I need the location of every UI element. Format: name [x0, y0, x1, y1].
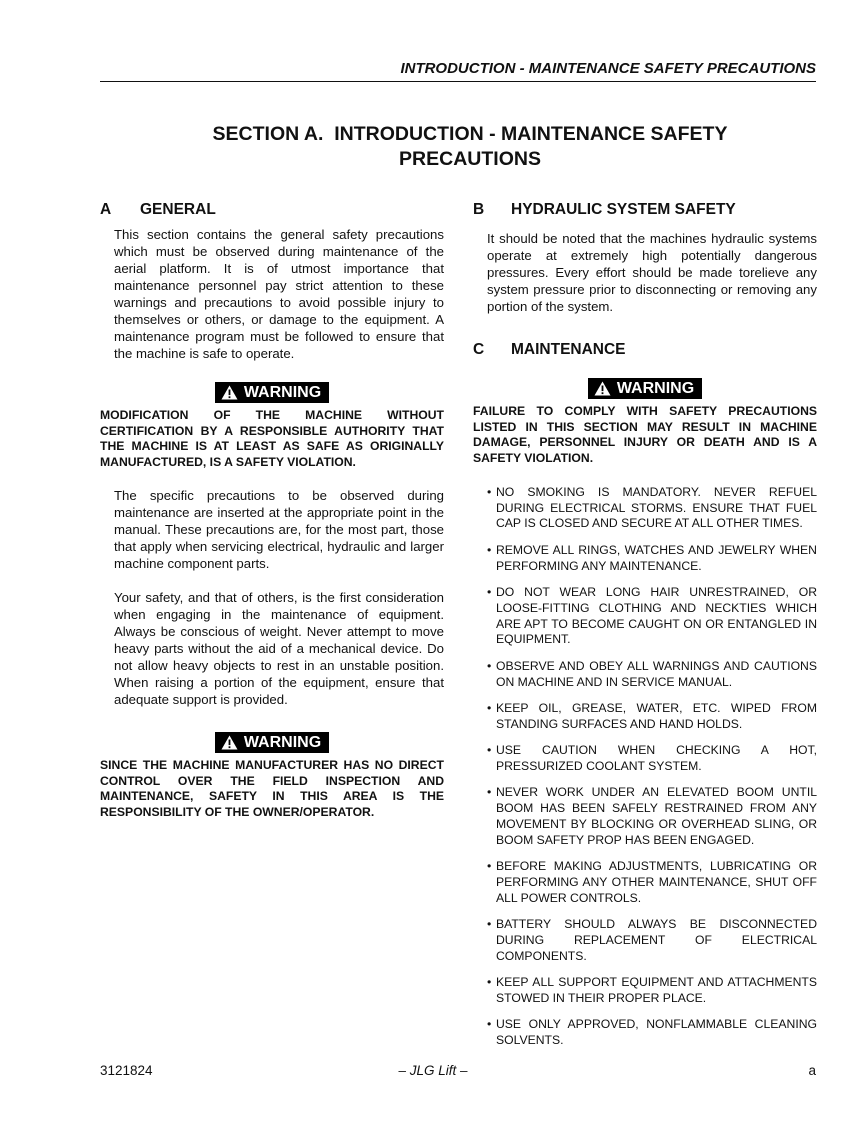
footer-doc-number: 3121824: [100, 1063, 153, 1078]
list-item: [487, 585, 817, 648]
list-item: [487, 743, 817, 775]
warning-banner-2: [100, 732, 444, 755]
bullet-dot: •: [487, 542, 492, 557]
list-item-text: NO SMOKING IS MANDATORY. NEVER REFUEL DURING ELECTRICAL STORMS. ENSURE THAT FUEL CAP IS CLOSED AND SECURE AT ALL OTHER TIMES.: [496, 484, 817, 531]
warning-label-1: [215, 382, 329, 403]
list-item: [487, 659, 817, 691]
bullet-dot: •: [487, 584, 492, 599]
list-item: [487, 917, 817, 964]
warning-text-2: SINCE THE MACHINE MANUFACTURER HAS NO DIRECT CONTROL OVER THE FIELD INSPECTION AND MAINTENANCE, SAFETY IN THIS AREA IS THE RESPONSIBILITY OF THE OWNER/OPERATOR.: [100, 757, 444, 819]
warning-triangle-icon: [221, 735, 238, 750]
right-column: [473, 200, 817, 1059]
warning-label-3: [588, 378, 702, 399]
bullet-dot: •: [487, 484, 492, 499]
hydraulic-heading: [473, 200, 817, 220]
general-paragraph: This section contains the general safety precautions which must be observed during maintenance of the aerial platform. It is of utmost importance that maintenance personnel pay strict attention to these warnings and precautions to avoid possible injury to themselves or others, or damage to the equipment. A maintenance program must be followed to ensure that the machine is safe to operate.: [114, 227, 444, 361]
list-item-text: REMOVE ALL RINGS, WATCHES AND JEWELRY WHEN PERFORMING ANY MAINTENANCE.: [496, 542, 817, 573]
bullet-dot: •: [487, 658, 492, 673]
general-paragraph-2: The specific precautions to be observed during maintenance are inserted at the appropriate point in the manual. These precautions are, for the most part, those that apply when servicing electrical, hydraulic and larger machine component parts.: [114, 487, 444, 571]
warning-banner-1: [100, 382, 444, 405]
bullet-dot: •: [487, 785, 492, 800]
warning-label-text-3: WARNING: [616, 380, 695, 397]
list-item-text: USE CAUTION WHEN CHECKING A HOT, PRESSURIZED COOLANT SYSTEM.: [496, 743, 817, 773]
hydraulic-paragraph: It should be noted that the machines hydraulic systems operate at extremely high potentially dangerous pressures. Every effort should be made torelieve any system pressure prior to disconnecting or removing any portion of the system.: [487, 231, 817, 314]
general-heading-letter: A: [100, 201, 112, 218]
section-title-line2: PRECAUTIONS: [399, 148, 541, 170]
section-title: [100, 122, 840, 172]
bullet-dot: •: [487, 975, 492, 990]
list-item-text: OBSERVE AND OBEY ALL WARNINGS AND CAUTIONS ON MACHINE AND IN SERVICE MANUAL.: [496, 658, 817, 689]
list-item-text: NEVER WORK UNDER AN ELEVATED BOOM UNTIL BOOM HAS BEEN SAFELY RESTRAINED FROM ANY MOVEMENT BY BLOCKING OR OVERHEAD SLING, OR BOOM SAFETY PROP HAS BEEN ENGAGED.: [496, 785, 817, 847]
list-item: [487, 543, 817, 575]
hydraulic-heading-text: HYDRAULIC SYSTEM SAFETY: [511, 201, 736, 218]
warning-banner-3: [473, 378, 817, 401]
list-item-text: KEEP ALL SUPPORT EQUIPMENT AND ATTACHMENTS STOWED IN THEIR PROPER PLACE.: [496, 975, 817, 1005]
list-item: [487, 975, 817, 1007]
general-heading: [100, 200, 444, 220]
bullet-dot: •: [487, 743, 492, 758]
footer-page-number: a: [808, 1063, 816, 1078]
warning-triangle-icon: [594, 381, 611, 396]
list-item: [487, 701, 817, 733]
bullet-dot: •: [487, 1017, 492, 1032]
footer-brand: – JLG Lift –: [398, 1063, 468, 1078]
running-header: INTRODUCTION - MAINTENANCE SAFETY PRECAUTIONS: [400, 60, 816, 77]
list-item-text: BEFORE MAKING ADJUSTMENTS, LUBRICATING OR PERFORMING ANY OTHER MAINTENANCE, SHUT OFF ALL POWER CONTROLS.: [496, 859, 817, 905]
general-heading-text: GENERAL: [140, 201, 216, 218]
list-item-text: KEEP OIL, GREASE, WATER, ETC. WIPED FROM STANDING SURFACES AND HAND HOLDS.: [496, 700, 817, 731]
warning-text-1: MODIFICATION OF THE MACHINE WITHOUT CERTIFICATION BY A RESPONSIBLE AUTHORITY THAT THE MACHINE IS AT LEAST AS SAFE AS ORIGINALLY MANUFACTURED, IS A SAFETY VIOLATION.: [100, 408, 444, 470]
section-title-line1: SECTION A. INTRODUCTION - MAINTENANCE SAFETY: [212, 123, 728, 145]
hydraulic-heading-letter: B: [473, 201, 485, 218]
left-column: [100, 200, 444, 821]
bullet-dot: •: [487, 917, 492, 932]
warning-text-3: FAILURE TO COMPLY WITH SAFETY PRECAUTIONS LISTED IN THIS SECTION MAY RESULT IN MACHINE DAMAGE, PERSONNEL INJURY OR DEATH AND IS A SAFETY VIOLATION.: [473, 404, 817, 466]
warning-label-text-2: WARNING: [243, 733, 322, 751]
bullet-dot: •: [487, 700, 492, 715]
header-rule: [100, 81, 816, 82]
maintenance-heading: [473, 340, 817, 360]
list-item: [487, 1017, 817, 1049]
list-item-text: DO NOT WEAR LONG HAIR UNRESTRAINED, OR LOOSE-FITTING CLOTHING AND NECKTIES WHICH ARE APT TO BECOME CAUGHT ON OR ENTANGLED IN EQUIPMENT.: [496, 584, 817, 647]
warning-triangle-icon: [221, 385, 238, 400]
maintenance-heading-letter: C: [473, 341, 485, 358]
maintenance-heading-text: MAINTENANCE: [511, 341, 626, 358]
general-paragraph-3: Your safety, and that of others, is the first consideration when engaging in the maintenance of equipment. Always be conscious of weight. Never attempt to move heavy parts without the aid of a mechanical device. Do not allow heavy objects to rest in an unstable position. When raising a portion of the equipment, ensure that adequate support is provided.: [114, 589, 444, 707]
list-item-text: BATTERY SHOULD ALWAYS BE DISCONNECTED DURING REPLACEMENT OF ELECTRICAL COMPONENTS.: [496, 917, 817, 963]
bullet-dot: •: [487, 859, 492, 874]
maintenance-bullet-list: [487, 485, 817, 1049]
warning-label-text-1: WARNING: [243, 384, 322, 401]
list-item: [487, 859, 817, 906]
warning-label-2: [215, 732, 329, 753]
list-item: [487, 485, 817, 532]
list-item: [487, 785, 817, 848]
list-item-text: USE ONLY APPROVED, NONFLAMMABLE CLEANING SOLVENTS.: [496, 1017, 817, 1048]
